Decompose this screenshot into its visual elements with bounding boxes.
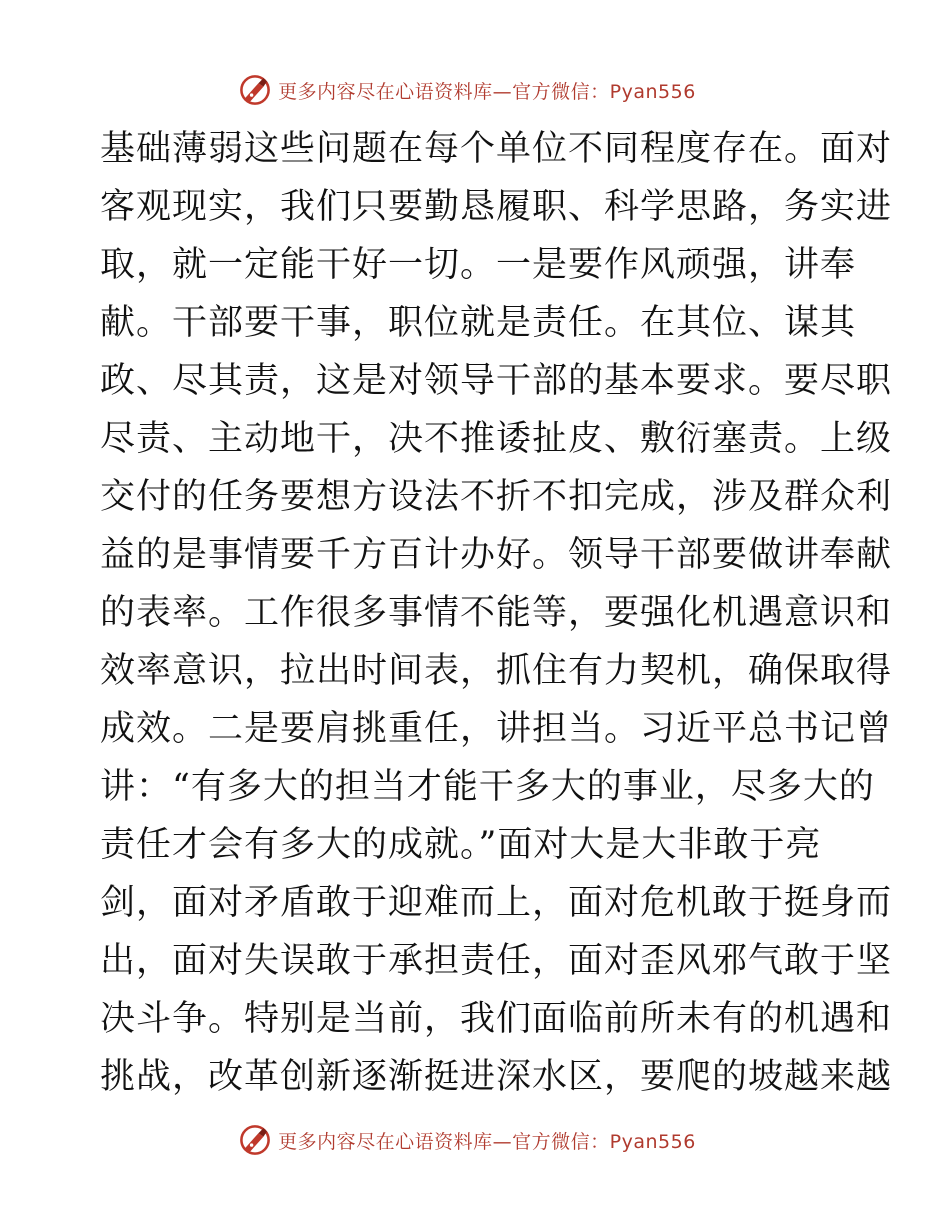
body-line: 讲：“有多大的担当才能干多大的事业，尽多大的 <box>100 767 875 807</box>
body-line: 挑战，改革创新逐渐挺进深水区，要爬的坡越来越 <box>100 1057 893 1097</box>
body-line: 成效。二是要肩挑重任，讲担当。习近平总书记曾 <box>100 709 893 749</box>
body-line: 献。干部要干事，职位就是责任。在其位、谋其 <box>100 303 857 343</box>
footer-banner <box>0 1120 950 1160</box>
body-line: 决斗争。特别是当前，我们面临前所未有的机遇和 <box>100 999 893 1039</box>
body-line: 取，就一定能干好一切。一是要作风顽强，讲奉 <box>100 245 857 285</box>
body-line: 责任才会有多大的成就。”面对大是大非敢于亮 <box>100 825 822 865</box>
body-line: 客观现实，我们只要勤恳履职、科学思路，务实进 <box>100 187 893 227</box>
body-line: 政、尽其责，这是对领导干部的基本要求。要尽职 <box>100 361 893 401</box>
footer-banner-text: 更多内容尽在心语资料库—官方微信：Pyan556 <box>278 1130 696 1153</box>
body-line: 效率意识，拉出时间表，抓住有力契机，确保取得 <box>100 651 893 691</box>
pen-nib-logo-icon <box>238 1123 272 1157</box>
footer-banner-inner <box>238 1123 696 1157</box>
body-line: 交付的任务要想方设法不折不扣完成，涉及群众利 <box>100 477 893 517</box>
document-body <box>100 120 893 1106</box>
header-banner-inner <box>238 73 696 107</box>
body-line: 基础薄弱这些问题在每个单位不同程度存在。面对 <box>100 129 893 169</box>
pen-nib-logo-icon <box>238 73 272 107</box>
body-line: 益的是事情要千方百计办好。领导干部要做讲奉献 <box>100 535 893 575</box>
body-line: 尽责、主动地干，决不推诿扯皮、敷衍塞责。上级 <box>100 419 893 459</box>
header-banner-text: 更多内容尽在心语资料库—官方微信：Pyan556 <box>278 80 696 103</box>
body-line: 剑，面对矛盾敢于迎难而上，面对危机敢于挺身而 <box>100 883 893 923</box>
body-line: 出，面对失误敢于承担责任，面对歪风邪气敢于坚 <box>100 941 893 981</box>
header-banner <box>0 70 950 110</box>
body-line: 的表率。工作很多事情不能等，要强化机遇意识和 <box>100 593 893 633</box>
